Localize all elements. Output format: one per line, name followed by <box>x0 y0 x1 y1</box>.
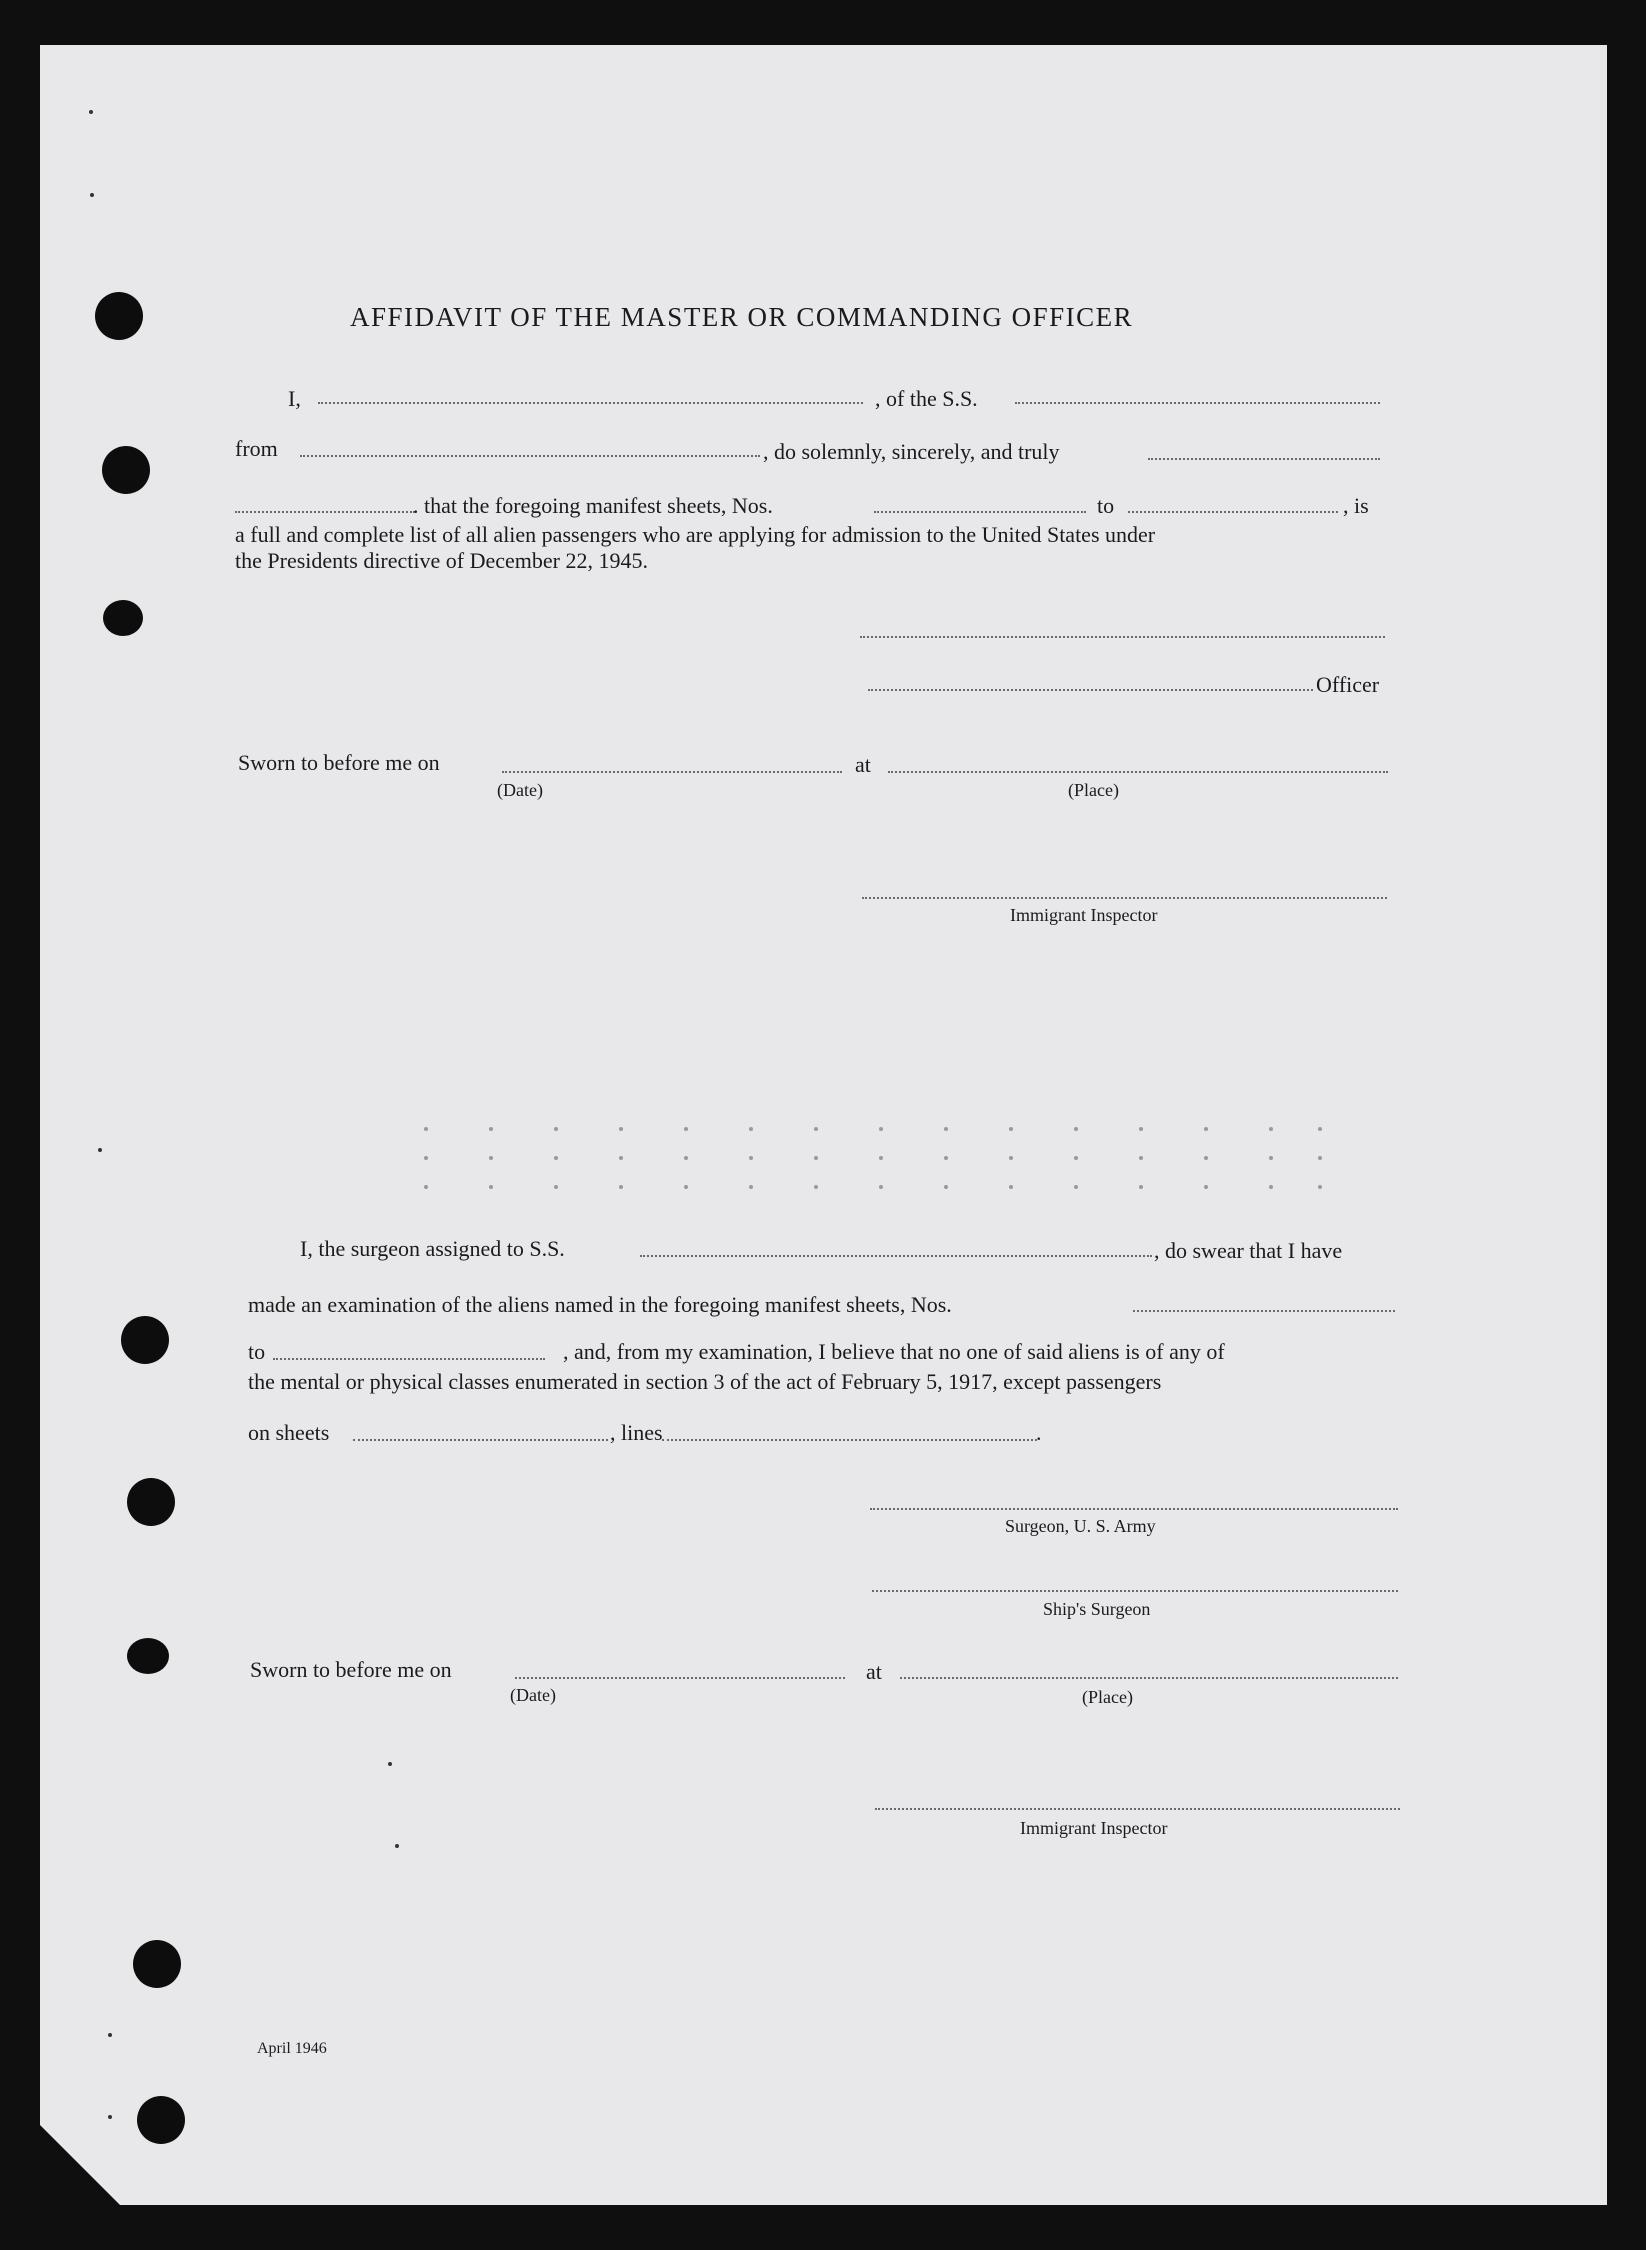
master-line3-to: to <box>1097 493 1115 518</box>
punch-hole <box>137 2096 185 2144</box>
surgeon-line5-mid: , lines <box>610 1420 663 1445</box>
master-sheets-to-field[interactable] <box>1128 511 1338 513</box>
punch-hole <box>127 1638 169 1674</box>
master-from-field[interactable] <box>300 455 760 457</box>
surgeon-line3-mid: , and, from my examination, I believe that no one of said aliens is of any of <box>563 1339 1225 1364</box>
surgeon-line2: made an examination of the aliens named in the foregoing manifest sheets, Nos. <box>248 1292 952 1317</box>
master-oath-field[interactable] <box>1148 458 1380 460</box>
surgeon-sheets-to-field[interactable] <box>273 1358 545 1360</box>
speck <box>89 110 93 114</box>
punch-hole <box>127 1478 175 1526</box>
master-signature-field[interactable] <box>860 636 1385 638</box>
surgeon-line4: the mental or physical classes enumerated in section 3 of the act of February 5, 1917, except passengers <box>248 1369 1162 1394</box>
surgeon-inspector-label: Immigrant Inspector <box>1020 1818 1168 1838</box>
master-name-field[interactable] <box>318 402 863 404</box>
master-sworn-prefix: Sworn to before me on <box>238 750 440 775</box>
speck <box>90 193 94 197</box>
master-sworn-date-field[interactable] <box>502 771 842 773</box>
punch-hole <box>133 1940 181 1988</box>
master-line1-prefix: I, <box>288 386 301 411</box>
master-line2-prefix: from <box>235 436 278 461</box>
master-oath-field-2[interactable] <box>235 511 415 513</box>
surgeon-sworn-prefix: Sworn to before me on <box>250 1657 452 1682</box>
punch-hole <box>102 446 150 494</box>
surgeon-sheets-from-field[interactable] <box>1133 1310 1395 1312</box>
master-sheets-from-field[interactable] <box>874 511 1086 513</box>
surgeon-line1-end: , do swear that I have <box>1154 1238 1343 1263</box>
master-line3-end: , is <box>1343 493 1369 518</box>
surgeon-sworn-place-field[interactable] <box>900 1677 1398 1679</box>
master-ship-field[interactable] <box>1015 402 1380 404</box>
master-inspector-label: Immigrant Inspector <box>1010 905 1158 925</box>
form-revision-date: April 1946 <box>257 2040 327 2057</box>
speck <box>395 1844 399 1848</box>
master-sworn-place-field[interactable] <box>888 771 1388 773</box>
punch-hole <box>121 1316 169 1364</box>
ship-surgeon-label: Ship's Surgeon <box>1043 1599 1151 1619</box>
ship-surgeon-signature-field[interactable] <box>872 1590 1398 1592</box>
officer-signature-field[interactable] <box>868 689 1313 691</box>
punch-hole <box>95 292 143 340</box>
master-at-label: at <box>855 752 871 777</box>
master-line5: the Presidents directive of December 22, 1945. <box>235 548 648 573</box>
surgeon-inspector-signature-field[interactable] <box>875 1808 1400 1810</box>
surgeon-line3-prefix: to <box>248 1339 266 1364</box>
surgeon-on-sheets-field[interactable] <box>353 1439 608 1441</box>
form-page <box>40 45 1607 2205</box>
speck <box>108 2115 112 2119</box>
speck <box>98 1148 102 1152</box>
surgeon-place-caption: (Place) <box>1082 1687 1133 1707</box>
master-line3-mid: . that the foregoing manifest sheets, Nos. <box>413 493 773 518</box>
speck <box>108 2033 112 2037</box>
master-line2-mid: , do solemnly, sincerely, and truly <box>763 439 1060 464</box>
surgeon-line5-prefix: on sheets <box>248 1420 330 1445</box>
surgeon-ship-field[interactable] <box>640 1255 1152 1257</box>
master-line4: a full and complete list of all alien passengers who are applying for admission to the United States under <box>235 522 1156 547</box>
surgeon-sworn-date-field[interactable] <box>515 1677 845 1679</box>
army-surgeon-signature-field[interactable] <box>870 1508 1398 1510</box>
master-place-caption: (Place) <box>1068 780 1119 800</box>
master-date-caption: (Date) <box>497 780 543 800</box>
officer-label: Officer <box>1316 672 1380 697</box>
surgeon-at-label: at <box>866 1659 882 1684</box>
form-title: AFFIDAVIT OF THE MASTER OR COMMANDING OFFICER <box>350 302 1134 332</box>
surgeon-date-caption: (Date) <box>510 1685 556 1705</box>
surgeon-lines-field[interactable] <box>662 1439 1037 1441</box>
master-line1-mid: , of the S.S. <box>875 386 978 411</box>
speck <box>388 1762 392 1766</box>
army-surgeon-label: Surgeon, U. S. Army <box>1005 1516 1156 1536</box>
surgeon-line1-prefix: I, the surgeon assigned to S.S. <box>300 1236 565 1261</box>
punch-hole <box>103 600 143 636</box>
master-inspector-signature-field[interactable] <box>862 897 1387 899</box>
surgeon-line5-end: . <box>1036 1420 1042 1445</box>
